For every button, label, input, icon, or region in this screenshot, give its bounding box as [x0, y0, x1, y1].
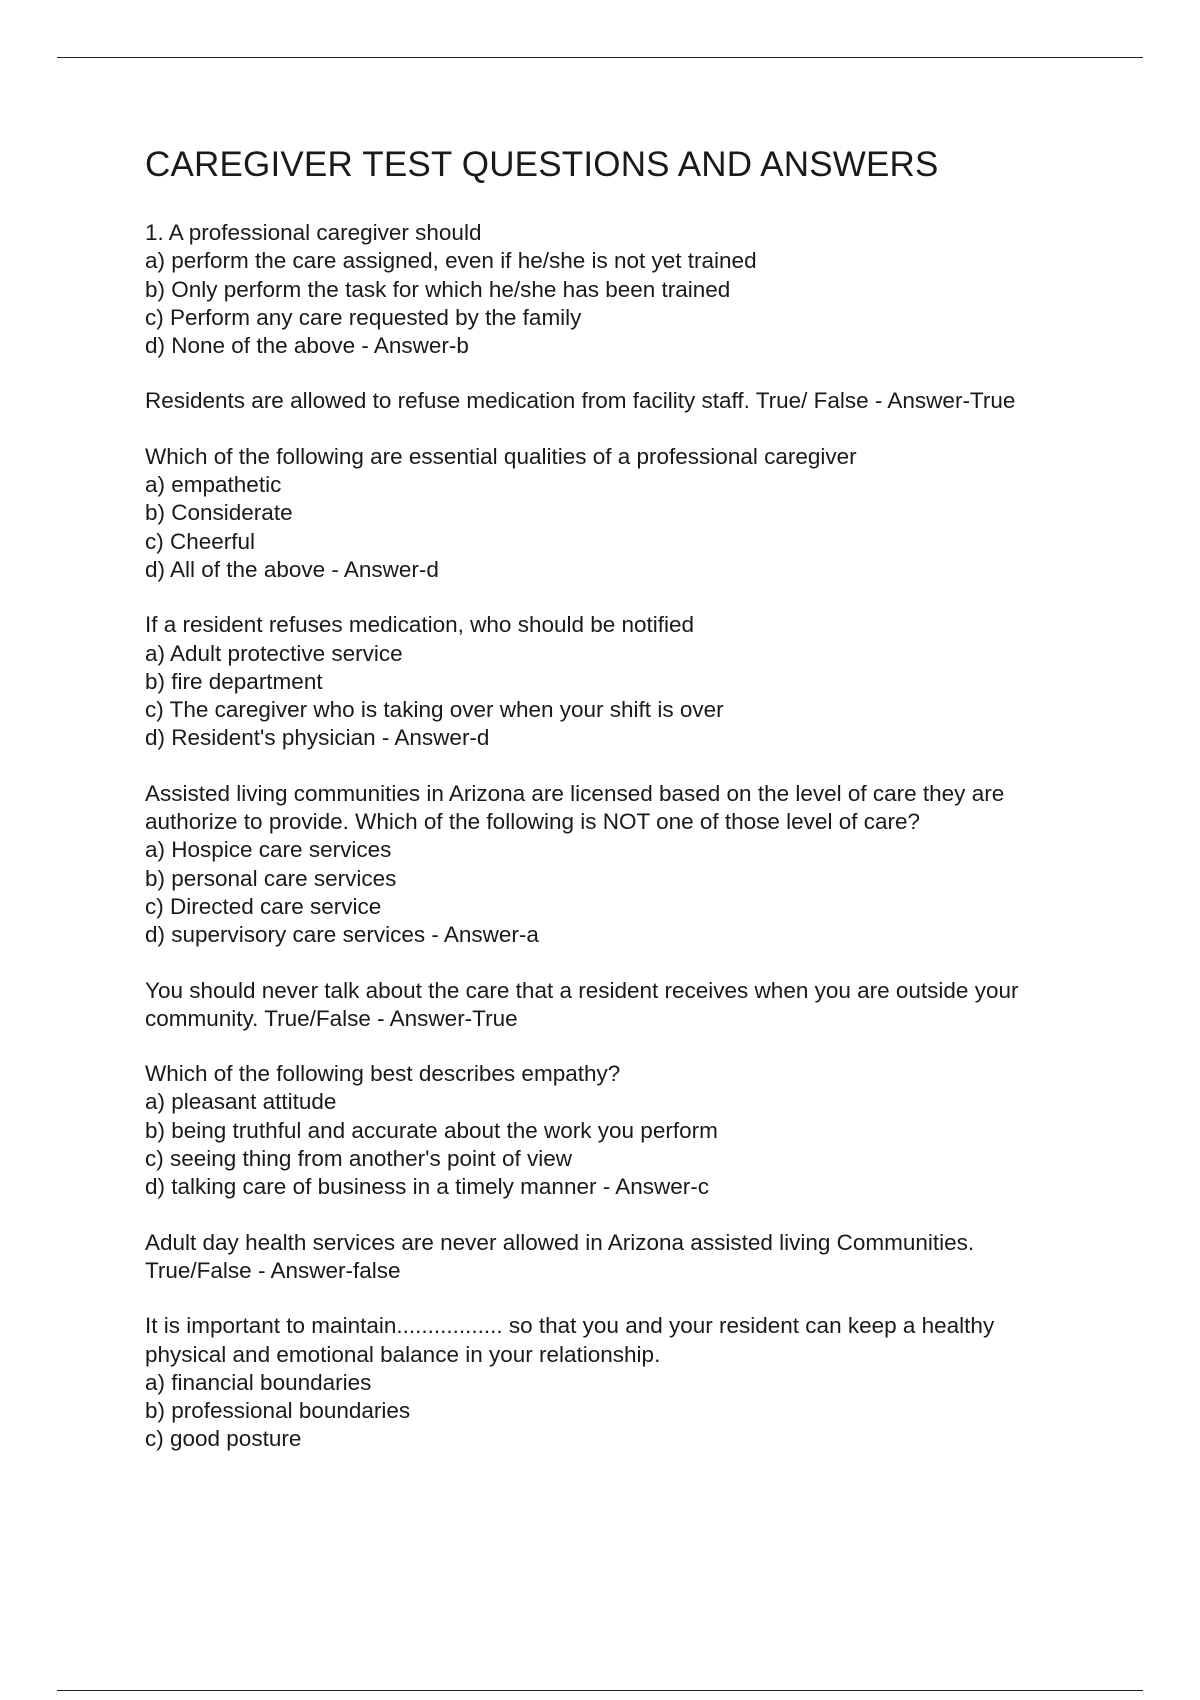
answer-option: c) Perform any care requested by the family: [145, 304, 582, 330]
answer-option: a) empathetic: [145, 472, 282, 498]
question-text: True/False - Answer-false: [145, 1257, 401, 1283]
question-text: authorize to provide. Which of the following is NOT one of those level of care?: [145, 809, 920, 835]
answer-option: d) talking care of business in a timely manner - Answer-c: [145, 1174, 709, 1200]
question-text: 1. A professional caregiver should: [145, 220, 482, 245]
question-block-5: [145, 780, 1105, 950]
question-block-9: [145, 1312, 1105, 1453]
answer-option: d) None of the above - Answer-b: [145, 333, 469, 359]
answer-option: a) Adult protective service: [145, 640, 403, 666]
question-block-2: [145, 387, 1105, 415]
answer-option: b) Considerate: [145, 500, 293, 526]
question-text: It is important to maintain................. so that you and your resident can keep a healthy: [145, 1313, 995, 1339]
question-text: Which of the following best describes empathy?: [145, 1061, 621, 1087]
answer-option: b) Only perform the task for which he/she has been trained: [145, 276, 731, 302]
answer-option: c) Cheerful: [145, 528, 256, 554]
question-text: community. True/False - Answer-True: [145, 1005, 518, 1031]
answer-option: d) All of the above - Answer-d: [145, 556, 439, 582]
answer-option: b) personal care services: [145, 865, 397, 891]
answer-option: b) professional boundaries: [145, 1398, 411, 1424]
bottom-rule: [57, 1690, 1143, 1691]
question-text: If a resident refuses medication, who should be notified: [145, 612, 695, 638]
answer-option: c) seeing thing from another's point of view: [145, 1146, 573, 1172]
answer-option: b) being truthful and accurate about the work you perform: [145, 1117, 718, 1143]
answer-option: d) supervisory care services - Answer-a: [145, 922, 539, 948]
question-block-7: [145, 1060, 1105, 1201]
answer-option: c) good posture: [145, 1426, 302, 1452]
answer-option: c) The caregiver who is taking over when your shift is over: [145, 697, 724, 723]
answer-option: d) Resident's physician - Answer-d: [145, 725, 490, 751]
answer-option: a) Hospice care services: [145, 837, 392, 863]
question-text: Which of the following are essential qualities of a professional caregiver: [145, 443, 857, 469]
document-body: [145, 144, 1105, 1481]
question-block-6: [145, 977, 1105, 1034]
question-block-4: [145, 611, 1105, 752]
top-rule: [57, 57, 1143, 58]
question-text: Residents are allowed to refuse medication from facility staff. True/ False - Answer-True: [145, 388, 1016, 414]
answer-option: b) fire department: [145, 668, 323, 694]
question-text: Assisted living communities in Arizona are licensed based on the level of care they are: [145, 780, 1005, 806]
question-text: physical and emotional balance in your relationship.: [145, 1341, 661, 1367]
question-text: Adult day health services are never allowed in Arizona assisted living Communities.: [145, 1229, 975, 1255]
answer-option: c) Directed care service: [145, 893, 382, 919]
question-block-1: [145, 219, 1105, 360]
question-block-8: [145, 1229, 1105, 1286]
question-text: You should never talk about the care that a resident receives when you are outside your: [145, 977, 1019, 1003]
page-title: CAREGIVER TEST QUESTIONS AND ANSWERS: [145, 145, 939, 184]
answer-option: a) financial boundaries: [145, 1369, 372, 1395]
answer-option: a) perform the care assigned, even if he/she is not yet trained: [145, 248, 757, 274]
question-block-3: [145, 443, 1105, 584]
answer-option: a) pleasant attitude: [145, 1089, 337, 1115]
